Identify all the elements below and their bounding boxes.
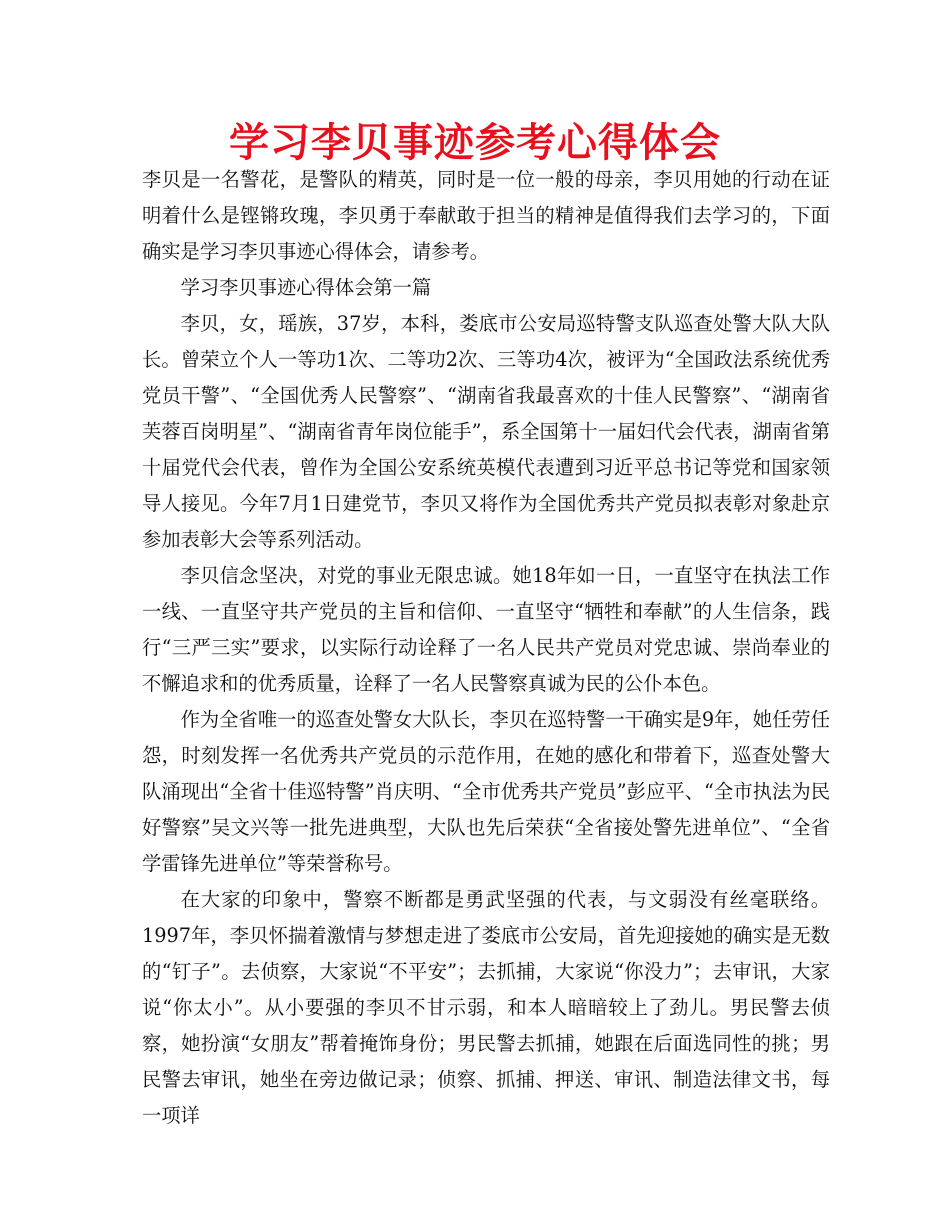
section-heading: 学习李贝事迹心得体会第一篇 bbox=[180, 276, 432, 299]
paragraph-loyalty: 李贝信念坚决，对党的事业无限忠诚。她18年如一日，一直坚守在执法工作一线、一直坚守共产党员的主旨和信仰、一直坚守“牺牲和奉献”的人生信条，践行“三严三实”要求，以实际行动诠释了一名人民共产党员对党忠诚、崇尚奉业的不懈追求和的优秀质量，诠释了一名人民警察真诚为民的公仆本色。 bbox=[142, 564, 830, 695]
paragraph-intro: 李贝是一名警花，是警队的精英，同时是一位一般的母亲，李贝用她的行动在证明着什么是铿锵玫瑰，李贝勇于奉献敢于担当的精神是值得我们去学习的，下面确实是学习李贝事迹心得体会，请参考。 bbox=[142, 168, 830, 263]
document-title: 学习李贝事迹参考心得体会 bbox=[229, 120, 721, 166]
paragraph-profile: 李贝，女，瑶族，37岁，本科，娄底市公安局巡特警支队巡查处警大队大队长。曾荣立个人一等功1次、二等功2次、三等功4次，被评为“全国政法系统优秀党员干警”、“全国优秀人民警察”、“湖南省我最喜欢的十佳人民警察”、“湖南省芙蓉百岗明星”、“湖南省青年岗位能手”，系全国第十一届妇代会代表，湖南省第十届党代会代表，曾作为全国公安系统英模代表遭到习近平总书记等党和国家领导人接见。今年7月1日建党节，李贝又将作为全国优秀共产党员拟表彰对象赴京参加表彰大会等系列活动。 bbox=[142, 312, 830, 551]
paragraph-career: 在大家的印象中，警察不断都是勇武坚强的代表，与文弱没有丝毫联络。1997年，李贝怀揣着激情与梦想走进了娄底市公安局，首先迎接她的确实是无数的“钉子”。去侦察，大家说“不平安”；去抓捕，大家说“你没力”；去审讯，大家说“你太小”。从小要强的李贝不甘示弱，和本人暗暗较上了劲儿。男民警去侦察，她扮演“女朋友”帮着掩饰身份；男民警去抓捕，她跟在后面选同性的挑；男民警去审讯，她坐在旁边做记录；侦察、抓捕、押送、审讯、制造法律文书，每一项详 bbox=[142, 888, 830, 1127]
document-body bbox=[142, 162, 830, 1134]
paragraph-leadership: 作为全省唯一的巡查处警女大队长，李贝在巡特警一干确实是9年，她任劳任怨，时刻发挥一名优秀共产党员的示范作用，在她的感化和带着下，巡查处警大队涌现出“全省十佳巡特警”肖庆明、“全市优秀共产党员”彭应平、“全市执法为民好警察”吴文兴等一批先进典型，大队也先后荣获“全省接处警先进单位”、“全省学雷锋先进单位”等荣誉称号。 bbox=[142, 708, 830, 875]
